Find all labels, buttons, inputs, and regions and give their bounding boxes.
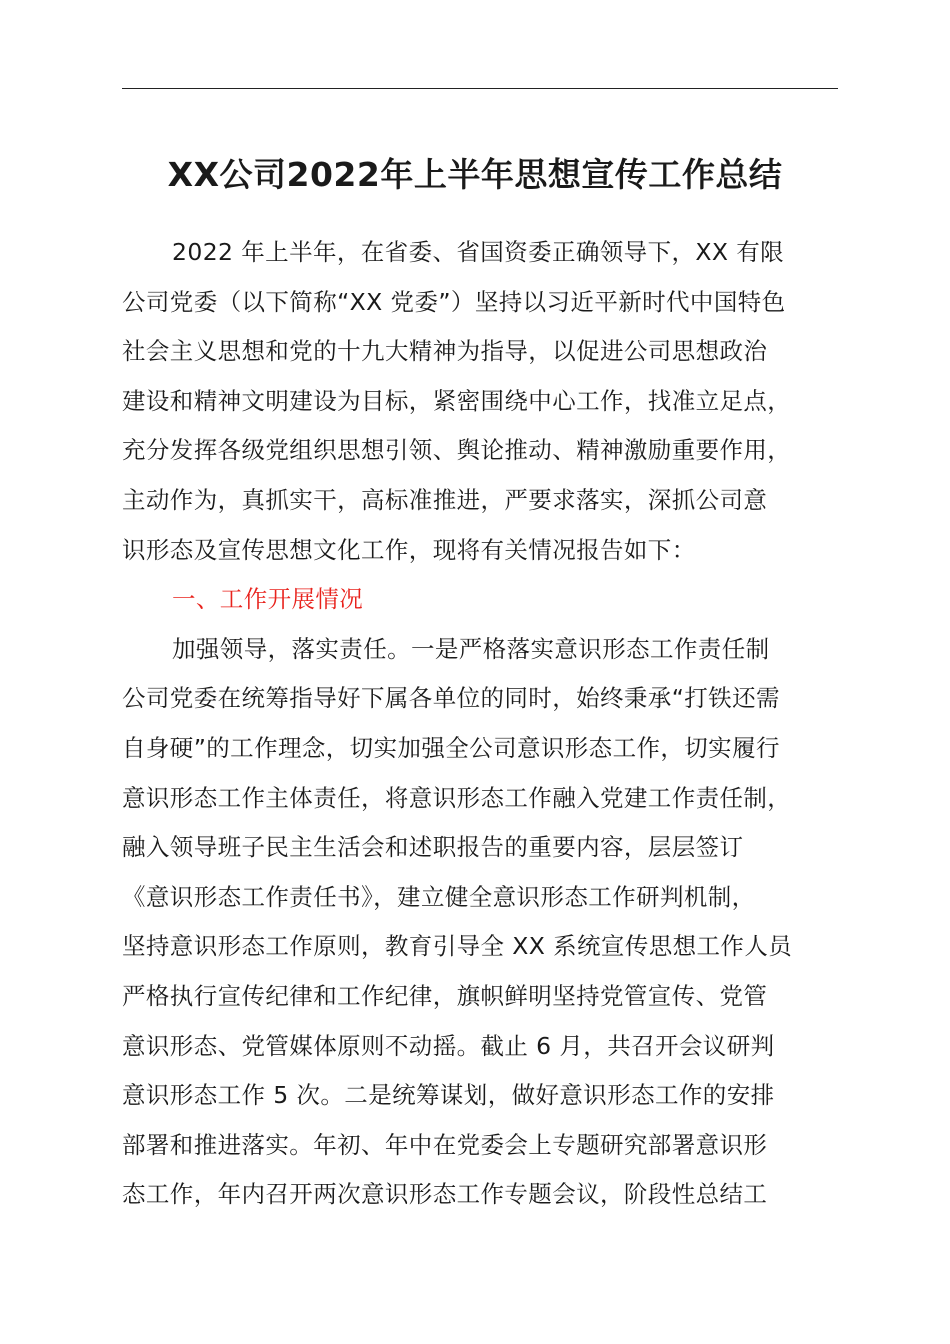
document-body	[122, 228, 842, 1220]
body-line: 融入领导班子民主生活会和述职报告的重要内容，层层签订	[122, 833, 744, 862]
body-line: 意识形态工作 5 次。二是统筹谋划，做好意识形态工作的安排	[122, 1081, 775, 1110]
header-rule	[122, 88, 838, 89]
body-line: 识形态及宣传思想文化工作，现将有关情况报告如下：	[122, 535, 696, 564]
body-line: 部署和推进落实。年初、年中在党委会上专题研究部署意识形	[122, 1130, 768, 1159]
body-line: 严格执行宣传纪律和工作纪律，旗帜鲜明坚持党管宣传、党管	[122, 981, 768, 1010]
section-heading: 一、工作开展情况	[172, 585, 364, 614]
body-line: 态工作，年内召开两次意识形态工作专题会议，阶段性总结工	[122, 1180, 768, 1209]
body-line: 充分发挥各级党组织思想引领、舆论推动、精神激励重要作用，	[122, 436, 792, 465]
body-line: 坚持意识形态工作原则，教育引导全 XX 系统宣传思想工作人员	[122, 932, 793, 961]
document-title: XX公司2022年上半年思想宣传工作总结	[167, 155, 783, 194]
body-line: 《意识形态工作责任书》，建立健全意识形态工作研判机制，	[122, 882, 756, 911]
body-line: 加强领导，落实责任。一是严格落实意识形态工作责任制	[172, 634, 770, 663]
body-line: 公司党委在统筹指导好下属各单位的同时，始终秉承“打铁还需	[122, 684, 780, 713]
body-line: 建设和精神文明建设为目标，紧密围绕中心工作，找准立足点，	[122, 386, 792, 415]
body-line: 自身硬”的工作理念，切实加强全公司意识形态工作，切实履行	[122, 733, 780, 762]
body-line: 2022 年上半年，在省委、省国资委正确领导下，XX 有限	[172, 238, 785, 266]
body-line: 意识形态工作主体责任，将意识形态工作融入党建工作责任制，	[122, 783, 792, 812]
body-line: 社会主义思想和党的十九大精神为指导，以促进公司思想政治	[122, 337, 768, 366]
body-line: 主动作为，真抓实干，高标准推进，严要求落实，深抓公司意	[122, 485, 768, 514]
body-line: 公司党委（以下简称“XX 党委”）坚持以习近平新时代中国特色	[122, 287, 786, 316]
body-line: 意识形态、党管媒体原则不动摇。截止 6 月，共召开会议研判	[122, 1031, 775, 1060]
